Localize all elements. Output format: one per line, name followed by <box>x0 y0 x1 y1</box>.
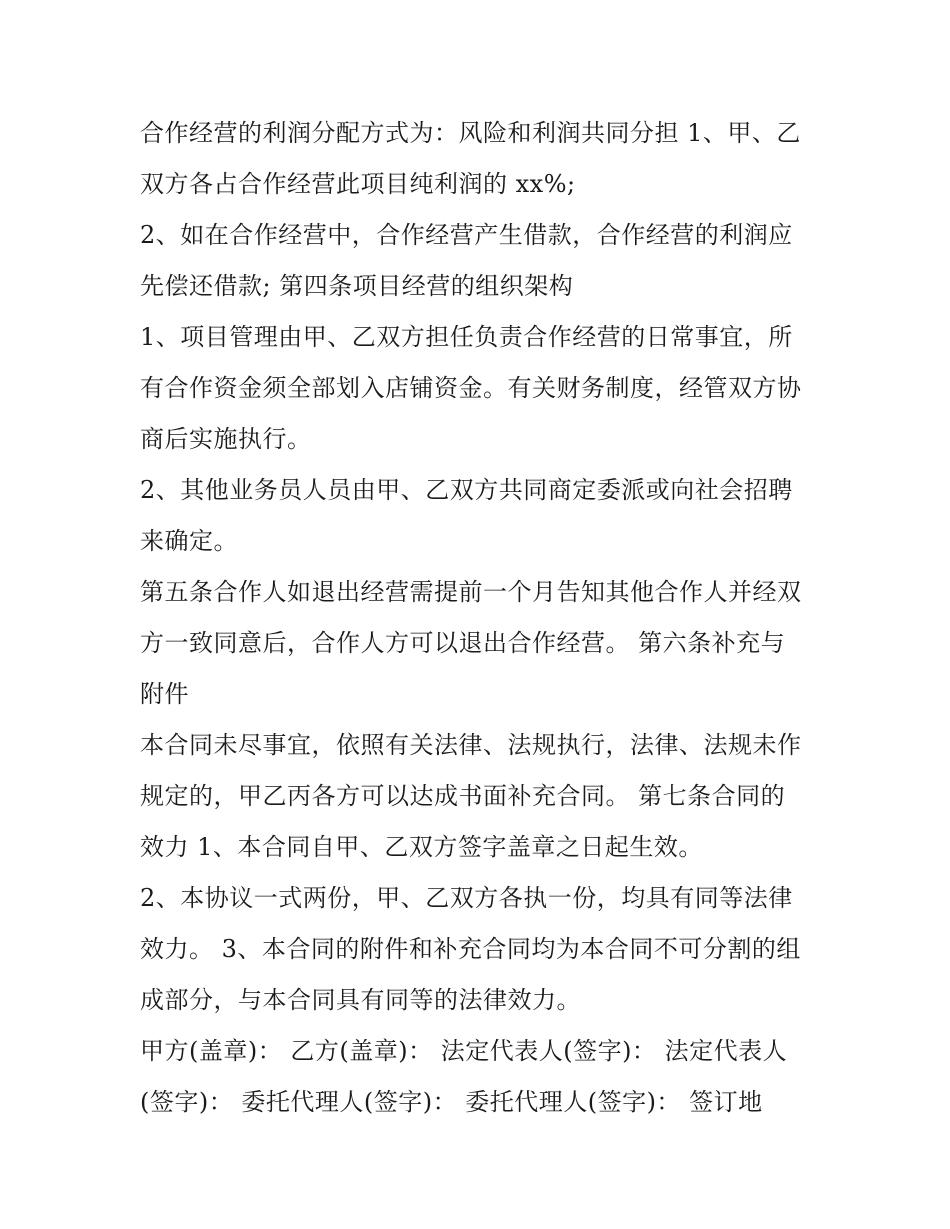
text-line: 本合同未尽事宜，依照有关法律、法规执行，法律、法规未作 <box>140 731 802 759</box>
text-line: 合作经营的利润分配方式为：风险和利润共同分担 1、甲、乙 <box>140 119 801 147</box>
text-line: 效力。 3、本合同的附件和补充合同均为本合同不可分割的组 <box>140 935 801 963</box>
text-line: 双方各占合作经营此项目纯利润的 xx%; <box>140 170 576 198</box>
text-line: 商后实施执行。 <box>140 425 312 453</box>
text-line: 甲方(盖章)： 乙方(盖章)： 法定代表人(签字)： 法定代表人 <box>140 1037 788 1065</box>
text-line: 规定的，甲乙丙各方可以达成书面补充合同。 第七条合同的 <box>140 782 786 810</box>
document-body <box>140 108 812 1128</box>
text-line: 方一致同意后，合作人方可以退出合作经营。 第六条补充与 <box>140 629 786 657</box>
text-line: 成部分，与本合同具有同等的法律效力。 <box>140 986 581 1014</box>
text-line: 有合作资金须全部划入店铺资金。有关财务制度，经管双方协 <box>140 374 802 402</box>
text-line: 先偿还借款; 第四条项目经营的组织架构 <box>140 272 574 300</box>
text-line: 来确定。 <box>140 527 238 555</box>
text-line: 效力 1、本合同自甲、乙双方签字盖章之日起生效。 <box>140 833 703 861</box>
text-line: (签字)： 委托代理人(签字)： 委托代理人(签字)： 签订地 <box>140 1088 763 1116</box>
text-line: 附件 <box>140 680 189 708</box>
text-line: 2、其他业务员人员由甲、乙双方共同商定委派或向社会招聘 <box>140 476 793 504</box>
text-line: 1、项目管理由甲、乙双方担任负责合作经营的日常事宜，所 <box>140 323 793 351</box>
text-line: 第五条合作人如退出经营需提前一个月告知其他合作人并经双 <box>140 578 802 606</box>
text-line: 2、如在合作经营中，合作经营产生借款，合作经营的利润应 <box>140 221 793 249</box>
text-line: 2、本协议一式两份，甲、乙双方各执一份，均具有同等法律 <box>140 884 793 912</box>
